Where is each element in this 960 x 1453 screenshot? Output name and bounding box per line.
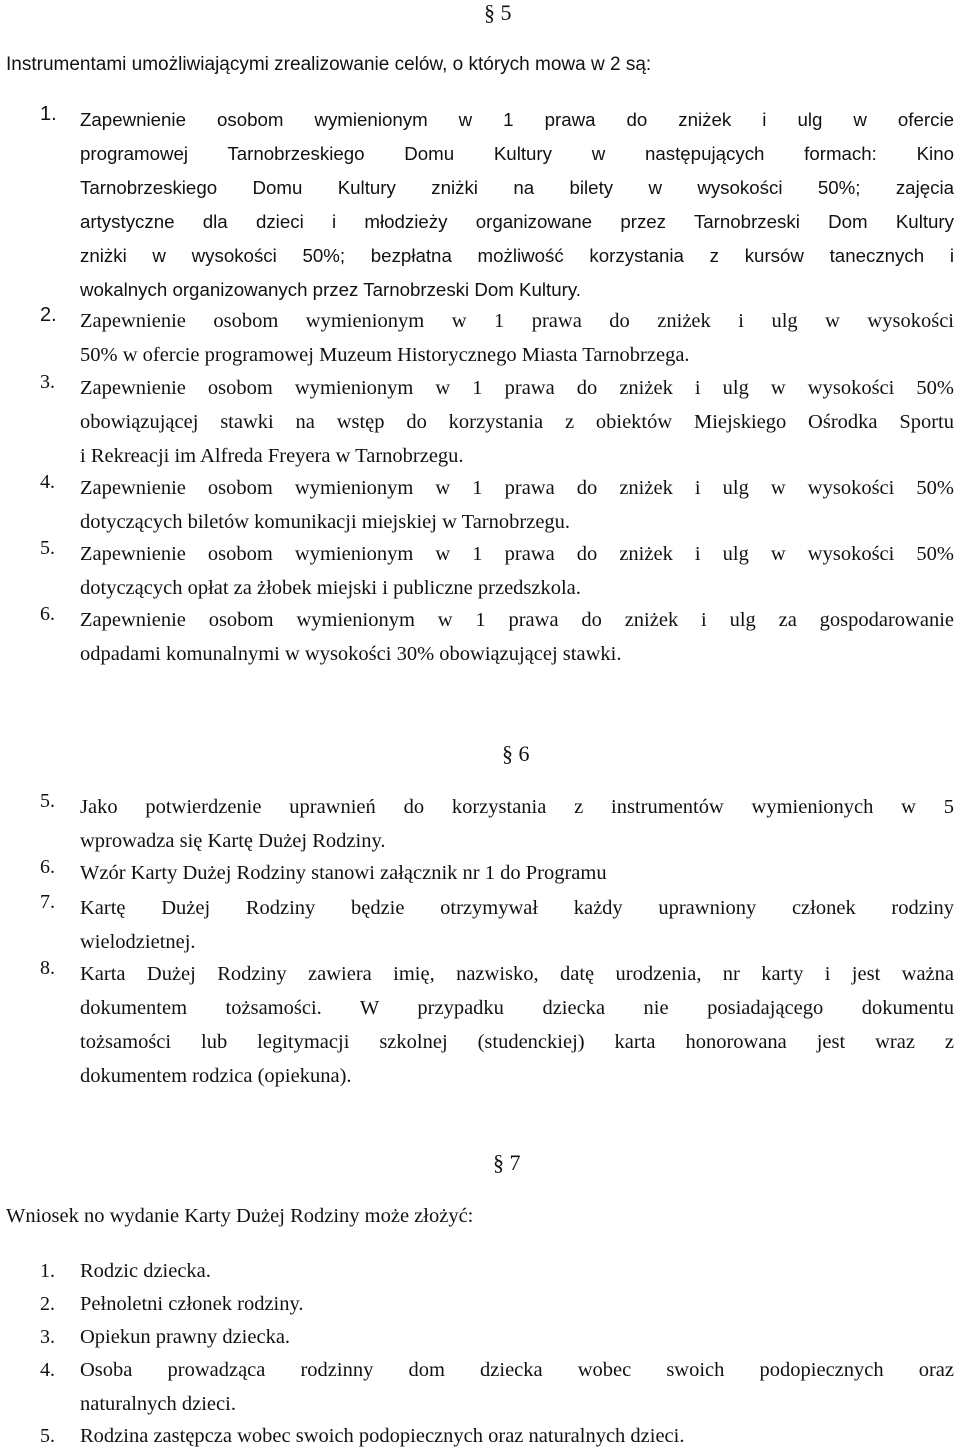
s5-item-3-text: Zapewnienie osobom wymienionym w 1 prawa do zniżek i ulg w wysokości 50% obowiązującej stawki na wstęp do korzystania z obiektów Miejskiego Ośrodka Sportu i Rekreacji im Alfreda Freyera w Tarnobrzegu. <box>80 377 954 467</box>
s6-item-6-text: Wzór Karty Dużej Rodziny stanowi załącznik nr 1 do Programu <box>80 862 607 884</box>
section-7-intro: Wniosek no wydanie Karty Dużej Rodziny może złożyć: <box>6 1205 474 1227</box>
s5-item-1-text: Zapewnienie osobom wymienionym w 1 prawa do zniżek i ulg w ofercie programowej Tarnobrzeskiego Domu Kultury w następujących formach: Kino Tarnobrzeskiego Domu Kultury zniżki na bilety w wysokości 50%; zajęcia artystyczne dla dzieci i młodzieży organizowane przez Tarnobrzeski Dom Kultury zniżki w wysokości 50%; bezpłatna możliwość korzystania z kursów tanecznych i wokalnych organizowanych przez Tarnobrzeski Dom Kultury. <box>80 109 954 300</box>
s5-item-2-text: Zapewnienie osobom wymienionym w 1 prawa do zniżek i ulg w wysokości 50% w ofercie programowej Muzeum Historycznego Miasta Tarnobrzega. <box>80 310 954 366</box>
s5-item-3-num: 3. <box>40 371 55 393</box>
s5-item-4-num: 4. <box>40 471 55 493</box>
section-7-mark: § 7 <box>493 1150 521 1175</box>
document-page: § 5 Instrumentami umożliwiającymi zrealizowanie celów, o których mowa w 2 są: 1. Zapewnienie osobom wymienionym w 1 prawa do zniżek i ulg w ofercie programowej Tarnobrzeskiego Domu Kultury w następujących formach: Kino Tarnobrzeskiego Domu Kultury zniżki na bilety w wysokości 50%; zajęcia artystyczne dla dzieci i młodzieży organizowane przez Tarnobrzeski Dom Kultury zniżki w wysokości 50%; bezpłatna możliwość korzystania z kursów tanecznych i wokalnych organizowanych przez Tarnobrzeski Dom Kultury. 2. Zapewnienie osobom wymienionym w 1 prawa do zniżek i ulg w wysokości 50% w ofercie programowej Muzeum Historycznego Miasta Tarnobrzega. 3. Zapewnienie osobom wymienionym w 1 prawa do zniżek i ulg w wysokości 50% obowiązującej stawki na wstęp do korzystania z obiektów Miejskiego Ośrodka Sportu i Rekreacji im Alfreda Freyera w Tarnobrzegu. 4. Zapewnienie osobom wymienionym w 1 prawa do zniżek i ulg w wysokości 50% dotyczących biletów komunikacji miejskiej w Tarnobrzegu. 5. Zapewnienie osobom wymienionym w 1 prawa do zniżek i ulg w wysokości 50% dotyczących opłat za żłobek miejski i publiczne przedszkola. 6. Zapewnienie osobom wymienionym w 1 prawa do zniżek i ulg za gospodarowanie odpadami komunalnymi w wysokości 30% obowiązującej stawki. § 6 5. Jako potwierdzenie uprawnień do korzystania z instrumentów wymienionych w 5 wprowadza się Kartę Dużej Rodziny. 6. Wzór Karty Dużej Rodziny stanowi załącznik nr 1 do Programu 7. Kartę Dużej Rodziny będzie otrzymywał każdy uprawniony członek rodziny wielodzietnej. 8. Karta Dużej Rodziny zawiera imię, nazwisko, datę urodzenia, nr karty i jest ważna dokumentem tożsamości. W przypadku dziecka nie posiadającego dokumentu tożsamości lub legitymacji szkolnej (studenckiej) karta honorowana jest wraz z dokumentem rodzica (opiekuna). § 7 Wniosek no wydanie Karty Dużej Rodziny może złożyć: 1. Rodzic dziecka. 2. Pełnoletni członek rodziny. 3. Opiekun prawny dziecka. 4. Osoba prowadząca rodzinny dom dziecka wobec swoich podopiecznych oraz naturalnych dzieci. 5. Rodzina zastępcza wobec swoich podopiecznych oraz naturalnych dzieci. <box>0 0 960 1452</box>
s6-item-7-num: 7. <box>40 891 55 913</box>
s7-item-5: 5. Rodzina zastępcza wobec swoich podopiecznych oraz naturalnych dzieci. <box>40 1425 685 1447</box>
s5-item-2-num: 2. <box>40 304 57 326</box>
s7-item-1: 1. Rodzic dziecka. <box>40 1260 211 1282</box>
s6-item-8-text: Karta Dużej Rodziny zawiera imię, nazwisko, datę urodzenia, nr karty i jest ważna dokumentem tożsamości. W przypadku dziecka nie posiadającego dokumentu tożsamości lub legitymacji szkolnej (studenckiej) karta honorowana jest wraz z dokumentem rodzica (opiekuna). <box>80 963 954 1087</box>
s6-item-8-num: 8. <box>40 957 55 979</box>
s6-item-5-num: 5. <box>40 790 55 812</box>
s5-item-6-num: 6. <box>40 603 55 625</box>
s6-item-6-num: 6. <box>40 856 55 878</box>
section-5-mark: § 5 <box>484 0 512 25</box>
s7-item-3: 3. Opiekun prawny dziecka. <box>40 1326 291 1348</box>
s5-item-4-text: Zapewnienie osobom wymienionym w 1 prawa do zniżek i ulg w wysokości 50% dotyczących biletów komunikacji miejskiej w Tarnobrzegu. <box>80 477 954 533</box>
s5-item-1-num: 1. <box>40 103 57 125</box>
s5-item-5-text: Zapewnienie osobom wymienionym w 1 prawa do zniżek i ulg w wysokości 50% dotyczących opłat za żłobek miejski i publiczne przedszkola. <box>80 543 954 599</box>
s6-item-7-text: Kartę Dużej Rodziny będzie otrzymywał każdy uprawniony członek rodziny wielodzietnej. <box>80 897 954 953</box>
s5-item-5-num: 5. <box>40 537 55 559</box>
s5-item-6-text: Zapewnienie osobom wymienionym w 1 prawa do zniżek i ulg za gospodarowanie odpadami komunalnymi w wysokości 30% obowiązującej stawki. <box>80 609 954 665</box>
section-5-intro: Instrumentami umożliwiającymi zrealizowanie celów, o których mowa w 2 są: <box>6 54 652 75</box>
s6-item-5-text: Jako potwierdzenie uprawnień do korzystania z instrumentów wymienionych w 5 wprowadza się Kartę Dużej Rodziny. <box>80 796 954 852</box>
s7-item-2: 2. Pełnoletni członek rodziny. <box>40 1293 304 1315</box>
section-6-mark: § 6 <box>502 741 530 766</box>
